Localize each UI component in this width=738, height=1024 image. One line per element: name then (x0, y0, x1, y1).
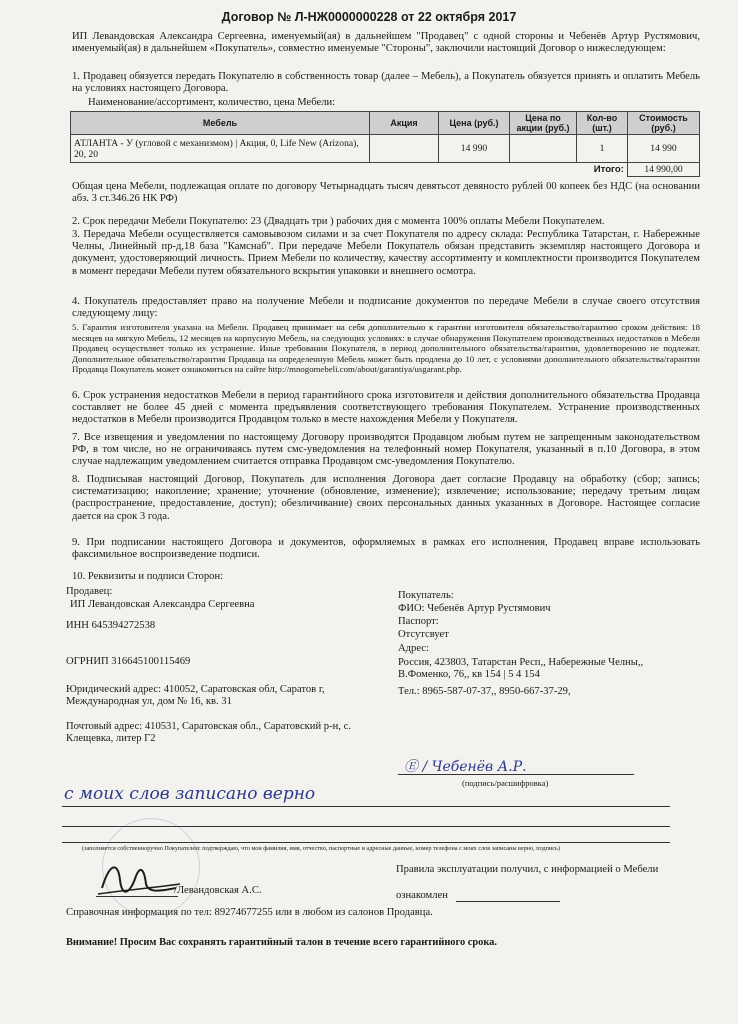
total-value: 14 990,00 (628, 163, 700, 177)
cell-cost: 14 990 (628, 135, 700, 163)
signature-caption: (подпись/расшифровка) (462, 778, 549, 788)
signature-line (398, 774, 634, 775)
total-text: Общая цена Мебели, подлежащая оплате по договору Четырнадцать тысяч девятьсот девяносто рублей 00 копеек без НДС (на основании абз. 3 ст.346.26 НК РФ) (72, 181, 700, 205)
representative-line (272, 320, 622, 321)
col-header-furniture: Мебель (71, 112, 370, 135)
col-header-qty: Кол-во (шт.) (577, 112, 628, 135)
buyer-label: Покупатель: (398, 590, 454, 601)
handwritten-note: с моих слов записано верно (64, 784, 316, 804)
clause-10: 10. Реквизиты и подписи Сторон: (72, 571, 224, 582)
confirm-caption: (заполняется собственноручно Покупателем: подтверждаю, что мои фамилия, имя, отчество, паспортные и адресные данные, номер телефона с моих слов записаны верно, подпись) (82, 845, 560, 852)
buyer-fio: ФИО: Чебенёв Артур Рустямович (398, 603, 551, 614)
table-caption: Наименование/ассортимент, количество, цена Мебели: (88, 97, 336, 108)
col-header-price: Цена (руб.) (439, 112, 510, 135)
buyer-signature: Ⓔ / Чебенёв А.Р. (404, 759, 527, 775)
clause-5: 5. Гарантия изготовителя указана на Мебели. Продавец принимает на себя дополнительно к гарантии изготовителя обязательство/гарантию сроком действия: 18 месяцев на мягкую Мебель, 12 месяцев на корпусную Мебель, на следующих условиях: в случае обнаружения Покупателем производственных недостатков в Мебели Продавец осуществляет только их устранение. Иные требования Покупателя, в период дополнительного обязательства/гарантии, удовлетворению не подлежат. Дополнительное обязательство/гарантия Продавца на определенную Мебель может быть продлена до 10 лет, с условиями дополнительного обязательства/гарантии Продавца Покупатель может ознакомиться на сайте http://mnogomebeli.com/about/garantiya/usgarant.php. (72, 322, 700, 375)
clause-7: 7. Все извещения и уведомления по настоящему Договору производятся Продавцом любым путем не запрещенным законодательством РФ, в том числе, но не ограничиваясь путем смс-уведомления на телефонный номер Покупателя, указанный в п.10 Договора, в этом случае надлежащим уведомлением считается отправка Продавцом смс-уведомления Покупателю. (72, 432, 700, 468)
buyer-passport-value: Отсутсвует (398, 629, 449, 640)
seller-ogrnip: ОГРНИП 316645100115469 (66, 656, 191, 667)
seller-postal-address: Почтовый адрес: 410531, Саратовская обл., Саратовский р-н, с. Клещевка, литер Г2 (66, 721, 351, 745)
total-label: Итого: (593, 164, 624, 176)
buyer-address-label: Адрес: (398, 643, 429, 654)
page-title: Договор № Л-НЖ0000000228 от 22 октября 2017 (221, 10, 517, 24)
seller-signature-name: /Левандовская А.С. (174, 885, 262, 896)
cell-promo-price (510, 135, 577, 163)
cell-price: 14 990 (439, 135, 510, 163)
clause-2: 2. Срок передачи Мебели Покупателю: 23 (Двадцать три ) рабочих дня с момента 100% оплаты Мебели Покупателем. (72, 216, 605, 227)
clause-1: 1. Продавец обязуется передать Покупателю в собственность товар (далее – Мебель), а Покупатель обязуется принять и оплатить Мебель на условиях настоящего Договора. (72, 71, 700, 95)
warranty-warning: Внимание! Просим Вас сохранять гарантийный талон в течение всего гарантийного срока. (66, 937, 497, 948)
reference-info: Справочная информация по тел: 89274677255 или в любом из салонов Продавца. (66, 907, 433, 918)
cell-furniture: АТЛАНТА - У (угловой с механизмом) | Акция, 0, Life New (Arizona), 20, 20 (71, 135, 370, 163)
intro-paragraph: ИП Левандовская Александра Сергеевна, именуемый(ая) в дальнейшем "Продавец" с одной стороны и Чебенёв Артур Рустямович, именуемый(ая) в дальнейшем «Покупатель», совместно именуемые "Стороны", заключили настоящий Договор о нижеследующем: (72, 31, 700, 55)
rules-text: Правила эксплуатации получил, с информацией о Мебели (396, 864, 659, 875)
acquainted-line (456, 901, 560, 902)
cell-promo (370, 135, 439, 163)
cell-qty: 1 (577, 135, 628, 163)
clause-6: 6. Срок устранения недостатков Мебели в период гарантийного срока изготовителя и действия дополнительного обязательства Продавца составляет не более 45 дней с момента предъявления соответствующего требования Покупателем. Устранение производственных недостатков в Мебели производится Продавцом только в месте нахождения Мебели у Покупателя. (72, 390, 700, 426)
seller-legal-address: Юридический адрес: 410052, Саратовская обл, Саратов г, Международная ул, дом № 16, кв. 31 (66, 684, 325, 708)
seller-inn: ИНН 645394272538 (66, 620, 156, 631)
note-line-1 (62, 806, 670, 807)
goods-table (70, 111, 700, 177)
col-header-cost: Стоимость (руб.) (628, 112, 700, 135)
col-header-promo-price: Цена по акции (руб.) (510, 112, 577, 135)
col-header-promo: Акция (370, 112, 439, 135)
clause-9: 9. При подписании настоящего Договора и документов, оформляемых в рамках его исполнения, Продавец вправе использовать факсимильное воспроизведение подписи. (72, 537, 700, 561)
clause-8: 8. Подписывая настоящий Договор, Покупатель для исполнения Договора дает согласие Продавцу на обработку (сбор; запись; систематизацию; накопление; хранение; уточнение (обновление, изменение); извлечение; использование; передачу третьим лицам (распространение, предоставление, доступ); обезличивание) своих персональных данных указанных в Договоре. Настоящее согласие дается на срок 3 года. (72, 474, 700, 522)
seller-name: ИП Левандовская Александра Сергеевна (70, 599, 255, 610)
seller-signature-mark (96, 858, 182, 900)
buyer-phone: Тел.: 8965-587-07-37,, 8950-667-37-29, (398, 686, 571, 697)
clause-3: 3. Передача Мебели осуществляется самовывозом силами и за счет Покупателя по адресу склада: Республика Татарстан, г. Набережные Челны, Линейный пр-д,18 база "Камснаб". При передаче Мебели Покупатель обязан представить экземпляр настоящего Договора и документ, удостоверяющий личность. Прием Мебели по количеству, качеству ассортименту и комплектности производится Покупателем в момент передачи Мебели путем обязательного вскрытия упаковки и внешнего осмотра. (72, 229, 700, 277)
clause-4: 4. Покупатель предоставляет право на получение Мебели и подписание документов по передаче Мебели в случае своего отсутствия следующему лицу: (72, 296, 700, 320)
seller-label: Продавец: (66, 586, 113, 597)
table-total-row (71, 163, 700, 177)
buyer-passport-label: Паспорт: (398, 616, 439, 627)
table-row (71, 135, 700, 163)
seller-signature-line (96, 896, 178, 897)
acquainted-label: ознакомлен (396, 890, 448, 901)
table-header-row (71, 112, 700, 135)
buyer-address-value: Россия, 423803, Татарстан Респ,, Набережные Челны,, В.Фоменко, 76,, кв 154 | 5 4 154 (398, 657, 644, 681)
